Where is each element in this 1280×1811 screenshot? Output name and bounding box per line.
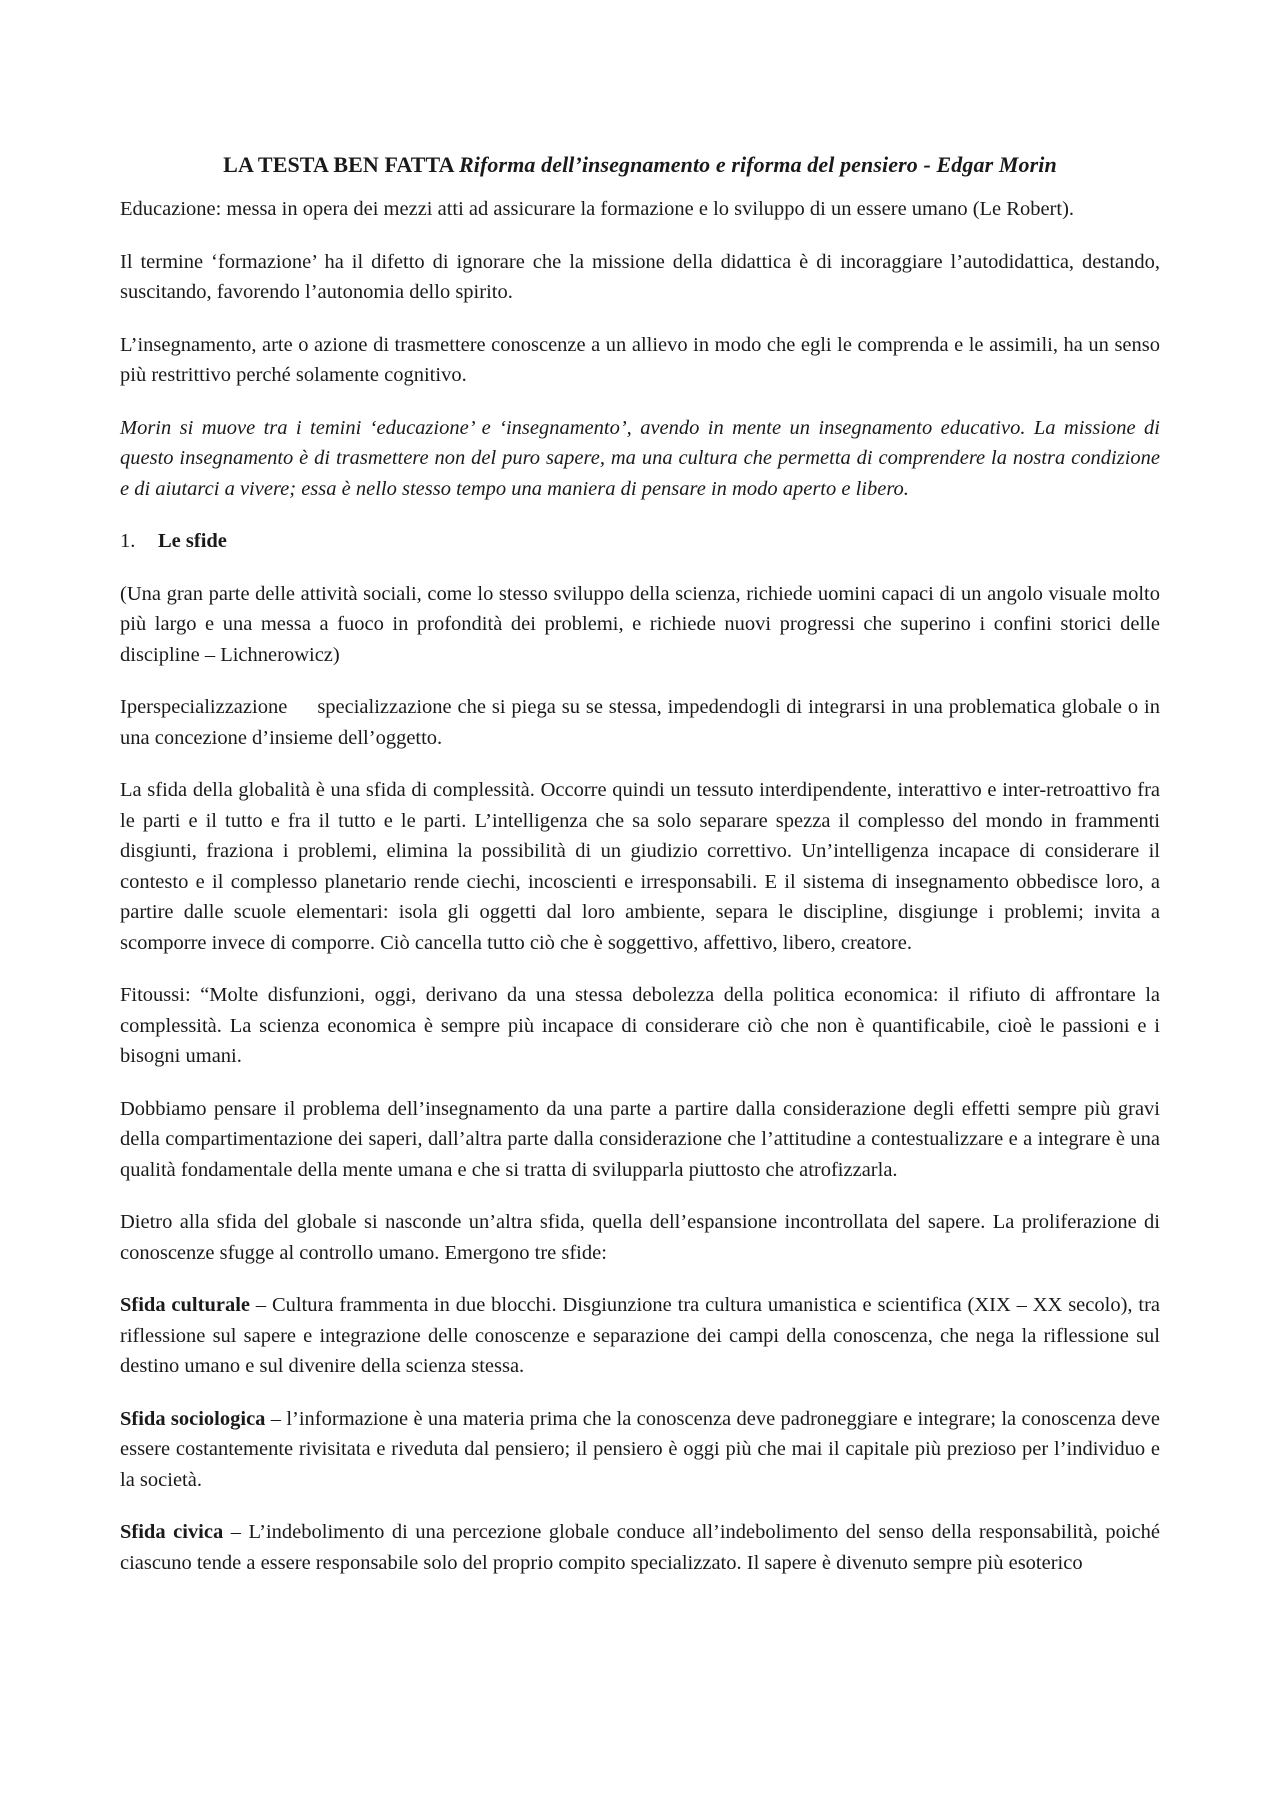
challenge-label-sociologica: Sfida sociologica — [120, 1407, 266, 1430]
paragraph-globalita: La sfida della globalità è una sfida di complessità. Occorre quindi un tessuto interdipendente, interattivo e inter-retroattivo fra le parti e il tutto e fra il tutto e le parti. L’intelligenza che sa solo separare spezza il complesso del mondo in frammenti disgiunti, fraziona i problemi, elimina la possibilità di un giudizio correttivo. Un’intelligenza incapace di considerare il contesto e il complesso planetario rende ciechi, incoscienti e irresponsabili. E il sistema di insegnamento obbedisce loro, a partire dalle scuole elementari: isola gli oggetti dal loro ambiente, separa le discipline, disgiunge i problemi; invita a scomporre invece di comporre. Ciò cancella tutto ciò che è soggettivo, affettivo, libero, creatore. — [120, 779, 1160, 954]
paragraph-sfida-civica — [120, 1517, 1160, 1578]
title-italic: Riforma dell’insegnamento e riforma del pensiero - Edgar Morin — [459, 152, 1057, 177]
paragraph-definition-education: Educazione: messa in opera dei mezzi atti ad assicurare la formazione e lo sviluppo di un essere umano (Le Robert). — [120, 198, 1075, 220]
term-definition: specializzazione che si piega su se stessa, impedendogli di integrarsi in una problematica globale o in una concezione d’insieme dell’oggetto. — [120, 696, 1160, 749]
challenge-text-culturale: – Cultura frammenta in due blocchi. Disgiunzione tra cultura umanistica e scientifica (XIX – XX secolo), tra riflessione sul sapere e integrazione delle conoscenze e separazione dei campi della conoscenza, che nega la riflessione sul destino umano e sul divenire della scienza stessa. — [120, 1294, 1160, 1377]
challenge-text-sociologica: – l’informazione è una materia prima che la conoscenza deve padroneggiare e integrare; la conoscenza deve essere costantemente rivisitata e riveduta dal pensiero; il pensiero è oggi più che mai il capitale più prezioso per l’individuo e la società. — [120, 1407, 1160, 1491]
paragraph-sfida-culturale — [120, 1290, 1160, 1382]
section-heading-le-sfide — [120, 526, 1160, 557]
paragraph-fitoussi: Fitoussi: “Molte disfunzioni, oggi, derivano da una stessa debolezza della politica economica: il rifiuto di affrontare la complessità. La scienza economica è sempre più incapace di considerare ciò che non è quantificabile, cioè le passioni e i bisogni umani. — [120, 984, 1160, 1067]
section-title: Le sfide — [158, 530, 227, 552]
term-iperspecializzazione: Iperspecializzazione — [120, 696, 288, 718]
challenge-label-culturale: Sfida culturale — [120, 1294, 250, 1316]
paragraph-tre-sfide: Dietro alla sfida del globale si nasconde un’altra sfida, quella dell’espansione incontrollata del sapere. La proliferazione di conoscenze sfugge al controllo umano. Emergono tre sfide: — [120, 1211, 1160, 1264]
challenge-text-civica: – L’indebolimento di una percezione globale conduce all’indebolimento del senso della responsabilità, poiché ciascuno tende a essere responsabile solo del proprio compito specializzato. Il sapere è divenuto sempre più esoterico — [120, 1521, 1160, 1574]
paragraph-morin-italic: Morin si muove tra i temini ‘educazione’ e ‘insegnamento’, avendo in mente un insegnamento educativo. La missione di questo insegnamento è di trasmettere non del puro sapere, ma una cultura che permetta di comprendere la nostra condizione e di aiutarci a vivere; essa è nello stesso tempo una maniera di pensare in modo aperto e libero. — [120, 416, 1160, 500]
document-page — [120, 150, 1160, 1600]
document-title — [120, 150, 1160, 180]
paragraph-insegnamento-problema: Dobbiamo pensare il problema dell’insegnamento da una parte a partire dalla considerazione degli effetti sempre più gravi della compartimentazione dei saperi, dall’altra parte dalla considerazione che l’attitudine a contestualizzare e a integrare è una qualità fondamentale della mente umana e che si tratta di svilupparla piuttosto che atrofizzarla. — [120, 1097, 1160, 1181]
title-bold: LA TESTA BEN FATTA — [223, 152, 454, 177]
paragraph-insegnamento: L’insegnamento, arte o azione di trasmettere conoscenze a un allievo in modo che egli le comprenda e le assimili, ha un senso più restrittivo perché solamente cognitivo. — [120, 333, 1160, 386]
challenge-label-civica: Sfida civica — [120, 1521, 224, 1543]
paragraph-formazione: Il termine ‘formazione’ ha il difetto di ignorare che la missione della didattica è di incoraggiare l’autodidattica, destando, suscitando, favorendo l’autonomia dello spirito. — [120, 250, 1160, 303]
paragraph-sfida-sociologica — [120, 1404, 1160, 1496]
paragraph-iperspecializzazione — [120, 692, 1160, 753]
section-number: 1. — [120, 530, 136, 552]
paragraph-lichnerowicz-quote: (Una gran parte delle attività sociali, come lo stesso sviluppo della scienza, richiede uomini capaci di un angolo visuale molto più largo e una messa a fuoco in profondità dei problemi, e richiede nuovi progressi che superino i confini storici delle discipline – Lichnerowicz) — [120, 582, 1160, 666]
